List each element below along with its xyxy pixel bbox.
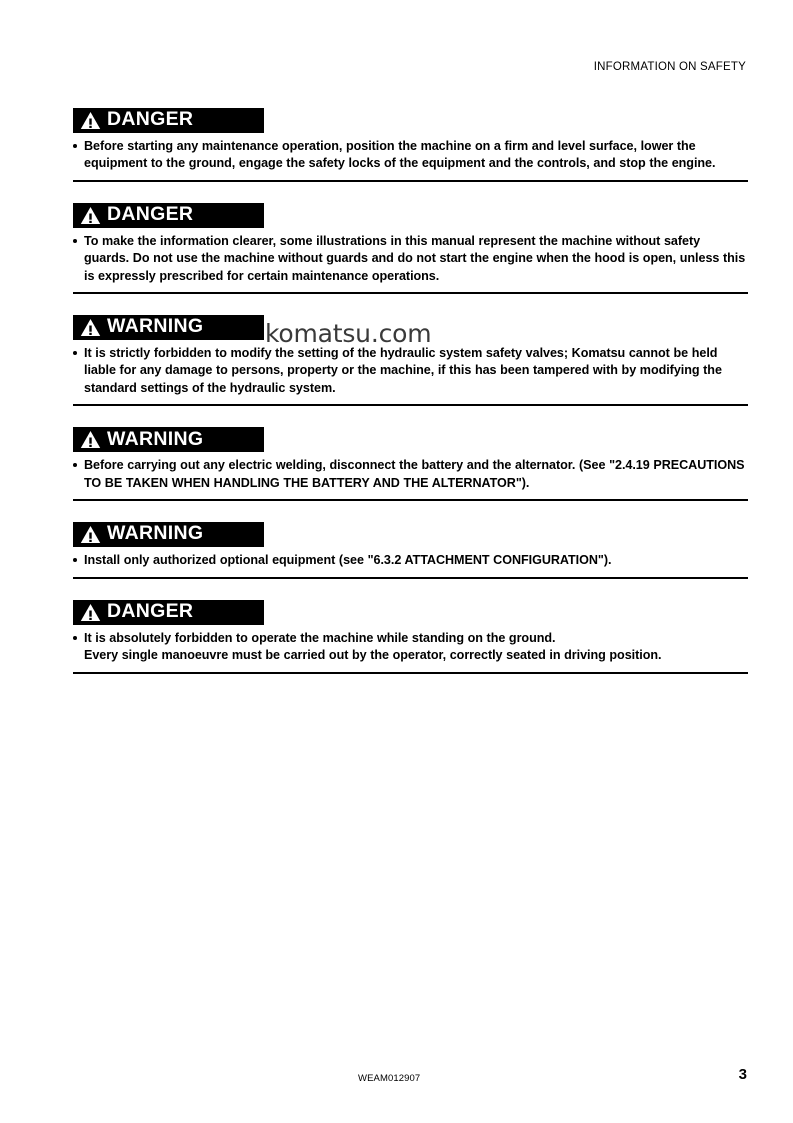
bullet-text: Before carrying out any electric welding, disconnect the battery and the alternator. (See "2.4.19 PRECAUTIONS TO BE TAKEN WHEN HANDLING THE BATTERY AND THE ALTERNATOR").	[84, 458, 745, 490]
bullet-item	[73, 457, 748, 492]
block-spacer	[73, 182, 748, 203]
footer-page-number: 3	[738, 1066, 747, 1083]
block-body	[73, 233, 748, 292]
warning-banner	[73, 315, 264, 340]
block-body	[73, 138, 748, 180]
block-body	[73, 457, 748, 499]
section-divider	[73, 292, 748, 294]
bullet-item	[73, 630, 748, 648]
safety-block	[73, 600, 748, 674]
banner-label: WARNING	[107, 522, 204, 545]
block-body	[73, 552, 748, 577]
warning-banner	[73, 522, 264, 547]
safety-block	[73, 108, 748, 182]
danger-banner	[73, 203, 264, 228]
bullet-dot-icon	[73, 457, 84, 475]
banner-label: DANGER	[107, 108, 194, 131]
safety-block	[73, 315, 748, 406]
block-body	[73, 345, 748, 404]
warning-triangle-icon	[80, 111, 101, 130]
safety-block	[73, 522, 748, 579]
safety-block	[73, 203, 748, 294]
block-spacer	[73, 294, 748, 315]
bullet-dot-icon	[73, 345, 84, 363]
banner-label: WARNING	[107, 315, 204, 338]
section-divider	[73, 404, 748, 406]
bullet-dot-icon	[73, 138, 84, 156]
bullet-text: It is strictly forbidden to modify the setting of the hydraulic system safety valves; Komatsu cannot be held liable for any damage to persons, property or the machine, if this has been tampered with by modifying the standard settings of the hydraulic system.	[84, 346, 722, 395]
bullet-item-continued	[73, 647, 748, 665]
warning-banner	[73, 427, 264, 452]
safety-block	[73, 427, 748, 501]
section-divider	[73, 577, 748, 579]
bullet-item	[73, 345, 748, 397]
banner-label: DANGER	[107, 599, 194, 622]
banner-label: WARNING	[107, 427, 204, 450]
section-divider	[73, 499, 748, 501]
block-spacer	[73, 501, 748, 522]
komatsu-watermark: komatsu.com	[265, 319, 432, 349]
bullet-text: Every single manoeuvre must be carried out by the operator, correctly seated in driving position.	[84, 648, 662, 663]
bullet-text: Before starting any maintenance operation, position the machine on a firm and level surface, lower the equipment to the ground, engage the safety locks of the equipment and the controls, and stop the engine.	[84, 139, 716, 171]
bullet-item	[73, 552, 748, 570]
bullet-dot-icon	[73, 552, 84, 570]
safety-blocks-container	[73, 108, 748, 674]
bullet-item	[73, 138, 748, 173]
bullet-text: It is absolutely forbidden to operate the machine while standing on the ground.	[84, 630, 556, 645]
banner-label: DANGER	[107, 203, 194, 226]
block-spacer	[73, 579, 748, 600]
danger-banner	[73, 600, 264, 625]
section-divider	[73, 672, 748, 674]
warning-triangle-icon	[80, 603, 101, 622]
page-header-title: INFORMATION ON SAFETY	[593, 61, 746, 73]
warning-triangle-icon	[80, 206, 101, 225]
bullet-dot-icon	[73, 233, 84, 251]
warning-triangle-icon	[80, 525, 101, 544]
bullet-item	[73, 233, 748, 285]
bullet-text: Install only authorized optional equipment (see "6.3.2 ATTACHMENT CONFIGURATION").	[84, 553, 612, 568]
warning-triangle-icon	[80, 430, 101, 449]
block-spacer	[73, 406, 748, 427]
bullet-text: To make the information clearer, some illustrations in this manual represent the machine without safety guards. Do not use the machine without guards and do not start the engine when the hood is open, unless this is expressly prescribed for certain maintenance operations.	[84, 233, 746, 283]
danger-banner	[73, 108, 264, 133]
warning-triangle-icon	[80, 318, 101, 337]
block-body	[73, 630, 748, 672]
bullet-dot-icon	[73, 630, 84, 648]
section-divider	[73, 180, 748, 182]
footer-document-code: WEAM012907	[358, 1073, 421, 1084]
